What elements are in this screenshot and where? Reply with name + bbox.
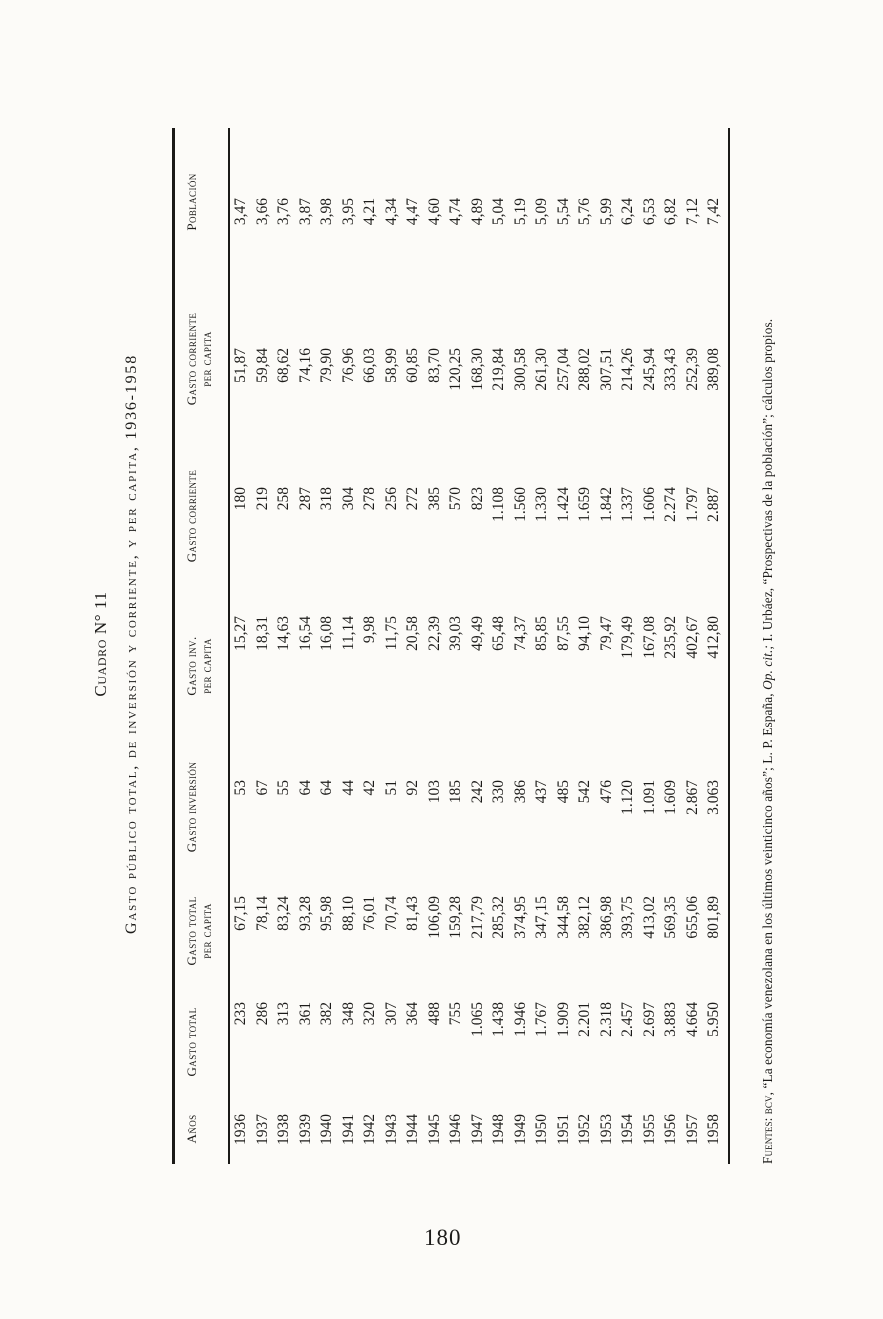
value-cell: 53 [232,780,249,796]
value-cell: 374,95 [511,896,529,939]
value-cell: 18,31 [253,616,271,651]
value-cell: 95,98 [318,896,335,931]
year-cell: 1957 [683,1114,701,1145]
value-cell: 655,06 [683,896,701,939]
column-header-gasto-total: Gasto total [174,990,230,1094]
value-cell: 7,12 [683,198,701,226]
value-cell: 79,90 [318,348,335,383]
value-cell: 261,30 [533,348,550,391]
value-cell: 348 [339,1002,357,1026]
table-row [359,128,381,1164]
value-cell: 307,51 [597,348,615,391]
value-cell: 1.337 [619,487,636,522]
year-cell: 1943 [382,1114,400,1145]
value-cell: 4.664 [683,1002,701,1037]
value-cell: 476 [597,780,615,804]
table-row [295,128,317,1164]
value-cell: 74,16 [296,348,314,383]
value-cell: 16,08 [318,616,335,651]
value-cell: 286 [253,1002,271,1026]
value-cell: 106,09 [425,896,443,939]
value-cell: 5.950 [703,990,729,1094]
year-cell: 1952 [576,1114,593,1145]
column-header-gasto-inv-per-capita: Gasto inv. per capita [174,590,230,742]
value-cell: 64 [296,780,314,796]
value-cell: 167,08 [640,616,658,659]
value-cell: 233 [232,1002,249,1026]
value-cell: 257,04 [554,348,572,391]
table-row [273,128,295,1164]
column-header-gasto-inversion: Gasto inversión [174,742,230,872]
table-row [703,128,729,1164]
value-cell: 347,15 [533,896,550,939]
table-row [402,128,424,1164]
value-cell: 51,87 [232,348,249,383]
value-cell: 285,32 [490,896,507,939]
year-cell: 1945 [425,1114,443,1145]
value-cell: 258 [275,487,292,511]
year-cell: 1953 [597,1114,615,1145]
value-cell: 1.108 [490,487,507,522]
table-body [229,128,729,1164]
value-cell: 1.767 [533,1002,550,1037]
value-cell: 252,39 [683,348,701,391]
value-cell: 1.797 [683,487,701,522]
value-cell: 5,76 [576,198,593,226]
value-cell: 93,28 [296,896,314,931]
value-cell: 16,54 [296,616,314,651]
value-cell: 20,58 [404,616,421,651]
rotated-table-region [86,124,802,1164]
table-row [531,128,553,1164]
table-caption-title: Gasto público total, de inversión y corriente, y per capita, 1936-1958 [123,354,140,934]
value-cell: 79,47 [597,616,615,651]
value-cell: 3,95 [339,198,357,226]
table-row [316,128,338,1164]
value-cell: 83,24 [275,896,292,931]
value-cell: 361 [296,1002,314,1026]
value-cell: 15,27 [232,616,249,651]
value-cell: 304 [339,487,357,511]
year-cell: 1939 [296,1114,314,1145]
value-cell: 4,21 [361,198,378,226]
value-cell: 245,94 [640,348,658,391]
table-row [574,128,596,1164]
value-cell: 3,98 [318,198,335,226]
table-row [682,128,704,1164]
value-cell: 179,49 [619,616,636,659]
year-cell: 1946 [447,1114,464,1145]
value-cell: 81,43 [404,896,421,931]
table-row [338,128,360,1164]
value-cell: 386,98 [597,896,615,939]
table-row [445,128,467,1164]
value-cell: 307 [382,1002,400,1026]
value-cell: 217,79 [468,896,486,939]
year-cell: 1951 [554,1114,572,1145]
value-cell: 1.091 [640,780,658,815]
value-cell: 1.330 [533,487,550,522]
source-note [760,124,776,1164]
value-cell: 76,96 [339,348,357,383]
value-cell: 65,48 [490,616,507,651]
year-cell: 1956 [662,1114,679,1145]
value-cell: 2.201 [576,1002,593,1037]
value-cell: 88,10 [339,896,357,931]
value-cell: 11,14 [339,616,357,651]
value-cell: 272 [404,487,421,511]
year-cell: 1958 [703,1094,729,1164]
value-cell: 1.424 [554,487,572,522]
value-cell: 5,19 [511,198,529,226]
value-cell: 6,24 [619,198,636,226]
value-cell: 185 [447,780,464,804]
table-row [488,128,510,1164]
source-note-label: Fuentes: bcv, [759,1091,775,1164]
value-cell: 55 [275,780,292,796]
value-cell: 2.274 [662,487,679,522]
value-cell: 49,49 [468,616,486,651]
value-cell: 344,58 [554,896,572,939]
value-cell: 39,03 [447,616,464,651]
table-row [660,128,682,1164]
value-cell: 6,53 [640,198,658,226]
value-cell: 4,89 [468,198,486,226]
year-cell: 1936 [232,1114,249,1145]
value-cell: 66,03 [361,348,378,383]
value-cell: 488 [425,1002,443,1026]
value-cell: 78,14 [253,896,271,931]
value-cell: 67 [253,780,271,796]
year-cell: 1948 [490,1114,507,1145]
value-cell: 2.867 [683,780,701,815]
value-cell: 219,84 [490,348,507,391]
value-cell: 413,02 [640,896,658,939]
value-cell: 1.120 [619,780,636,815]
value-cell: 3,76 [275,198,292,226]
value-cell: 42 [361,780,378,796]
table-row [639,128,661,1164]
value-cell: 382 [318,1002,335,1026]
value-cell: 11,75 [382,616,400,651]
value-cell: 5,04 [490,198,507,226]
column-header-gasto-corriente: Gasto corriente [174,442,230,590]
value-cell: 287 [296,487,314,511]
value-cell: 2.697 [640,1002,658,1037]
year-cell: 1937 [253,1114,271,1145]
value-cell: 364 [404,1002,421,1026]
table-caption-number: Cuadro N° 11 [91,591,110,697]
value-cell: 1.909 [554,1002,572,1037]
value-cell: 68,62 [275,348,292,383]
value-cell: 4,47 [404,198,421,226]
table-row [467,128,489,1164]
table-row [381,128,403,1164]
value-cell: 386 [511,780,529,804]
year-cell: 1950 [533,1114,550,1145]
value-cell: 5,09 [533,198,550,226]
year-cell: 1949 [511,1114,529,1145]
year-cell: 1944 [404,1114,421,1145]
value-cell: 120,25 [447,348,464,391]
page-number: 180 [424,1225,462,1250]
value-cell: 67,15 [232,896,249,931]
value-cell: 3,47 [232,198,249,226]
value-cell: 1.438 [490,1002,507,1037]
value-cell: 3.063 [703,742,729,872]
value-cell: 14,63 [275,616,292,651]
value-cell: 542 [576,780,593,804]
value-cell: 9,98 [361,616,378,644]
value-cell: 58,99 [382,348,400,383]
value-cell: 44 [339,780,357,796]
value-cell: 382,12 [576,896,593,939]
table-row [553,128,575,1164]
value-cell: 242 [468,780,486,804]
value-cell: 83,70 [425,348,443,383]
value-cell: 3,66 [253,198,271,226]
value-cell: 569,35 [662,896,679,939]
value-cell: 4,34 [382,198,400,226]
table-row [617,128,639,1164]
value-cell: 278 [361,487,378,511]
value-cell: 74,37 [511,616,529,651]
value-cell: 2.318 [597,1002,615,1037]
value-cell: 60,85 [404,348,421,383]
table-row [510,128,532,1164]
value-cell: 219 [253,487,271,511]
value-cell: 1.659 [576,487,593,522]
value-cell: 412,80 [703,590,729,742]
value-cell: 87,55 [554,616,572,651]
value-cell: 485 [554,780,572,804]
value-cell: 5,99 [597,198,615,226]
column-header-anos: Años [174,1094,230,1164]
value-cell: 801,89 [703,872,729,990]
value-cell: 385 [425,487,443,511]
value-cell: 4,74 [447,198,464,226]
table-row [229,128,252,1164]
value-cell: 103 [425,780,443,804]
column-header-gasto-total-per-capita: Gasto total per capita [174,872,230,990]
value-cell: 755 [447,1002,464,1026]
value-cell: 823 [468,487,486,511]
value-cell: 235,92 [662,616,679,659]
value-cell: 437 [533,780,550,804]
year-cell: 1938 [275,1114,292,1145]
year-cell: 1940 [318,1114,335,1145]
source-note-text: “La economía venezolana en los últimos veinticinco años”; L. P. España, [759,689,775,1092]
value-cell: 393,75 [619,896,636,939]
value-cell: 5,54 [554,198,572,226]
value-cell: 7,42 [703,128,729,276]
value-cell: 51 [382,780,400,796]
table-row [252,128,274,1164]
value-cell: 402,67 [683,616,701,659]
value-cell: 6,82 [662,198,679,226]
year-cell: 1941 [339,1114,357,1145]
table-row [424,128,446,1164]
value-cell: 70,74 [382,896,400,931]
value-cell: 330 [490,780,507,804]
value-cell: 3.883 [662,1002,679,1037]
value-cell: 570 [447,487,464,511]
value-cell: 76,01 [361,896,378,931]
rotated-sheet [86,124,802,1164]
value-cell: 168,30 [468,348,486,391]
value-cell: 389,08 [703,276,729,442]
value-cell: 256 [382,487,400,511]
value-cell: 180 [232,487,249,511]
value-cell: 22,39 [425,616,443,651]
data-table [172,128,730,1164]
year-cell: 1947 [468,1114,486,1145]
value-cell: 4,60 [425,198,443,226]
value-cell: 214,26 [619,348,636,391]
value-cell: 92 [404,780,421,796]
year-cell: 1954 [619,1114,636,1145]
value-cell: 3,87 [296,198,314,226]
value-cell: 59,84 [253,348,271,383]
value-cell: 1.560 [511,487,529,522]
column-header-gasto-corriente-per-capita: Gasto corriente per capita [174,276,230,442]
value-cell: 2.457 [619,1002,636,1037]
value-cell: 1.065 [468,1002,486,1037]
value-cell: 333,43 [662,348,679,391]
column-header-poblacion: Población [174,128,230,276]
value-cell: 1.606 [640,487,658,522]
value-cell: 2.887 [703,442,729,590]
table-header [174,128,230,1164]
value-cell: 159,28 [447,896,464,939]
value-cell: 64 [318,780,335,796]
value-cell: 318 [318,487,335,511]
value-cell: 1.946 [511,1002,529,1037]
value-cell: 320 [361,1002,378,1026]
year-cell: 1942 [361,1114,378,1145]
value-cell: 1.609 [662,780,679,815]
value-cell: 300,58 [511,348,529,391]
value-cell: 313 [275,1002,292,1026]
value-cell: 288,02 [576,348,593,391]
source-note-opcit: Op. cit.; [759,645,775,690]
table-row [596,128,618,1164]
value-cell: 1.842 [597,487,615,522]
value-cell: 94,10 [576,616,593,651]
source-note-text2: I. Urbáez, “Prospectivas de la población”; cálculos propios. [759,318,775,646]
value-cell: 85,85 [533,616,550,651]
year-cell: 1955 [640,1114,658,1145]
